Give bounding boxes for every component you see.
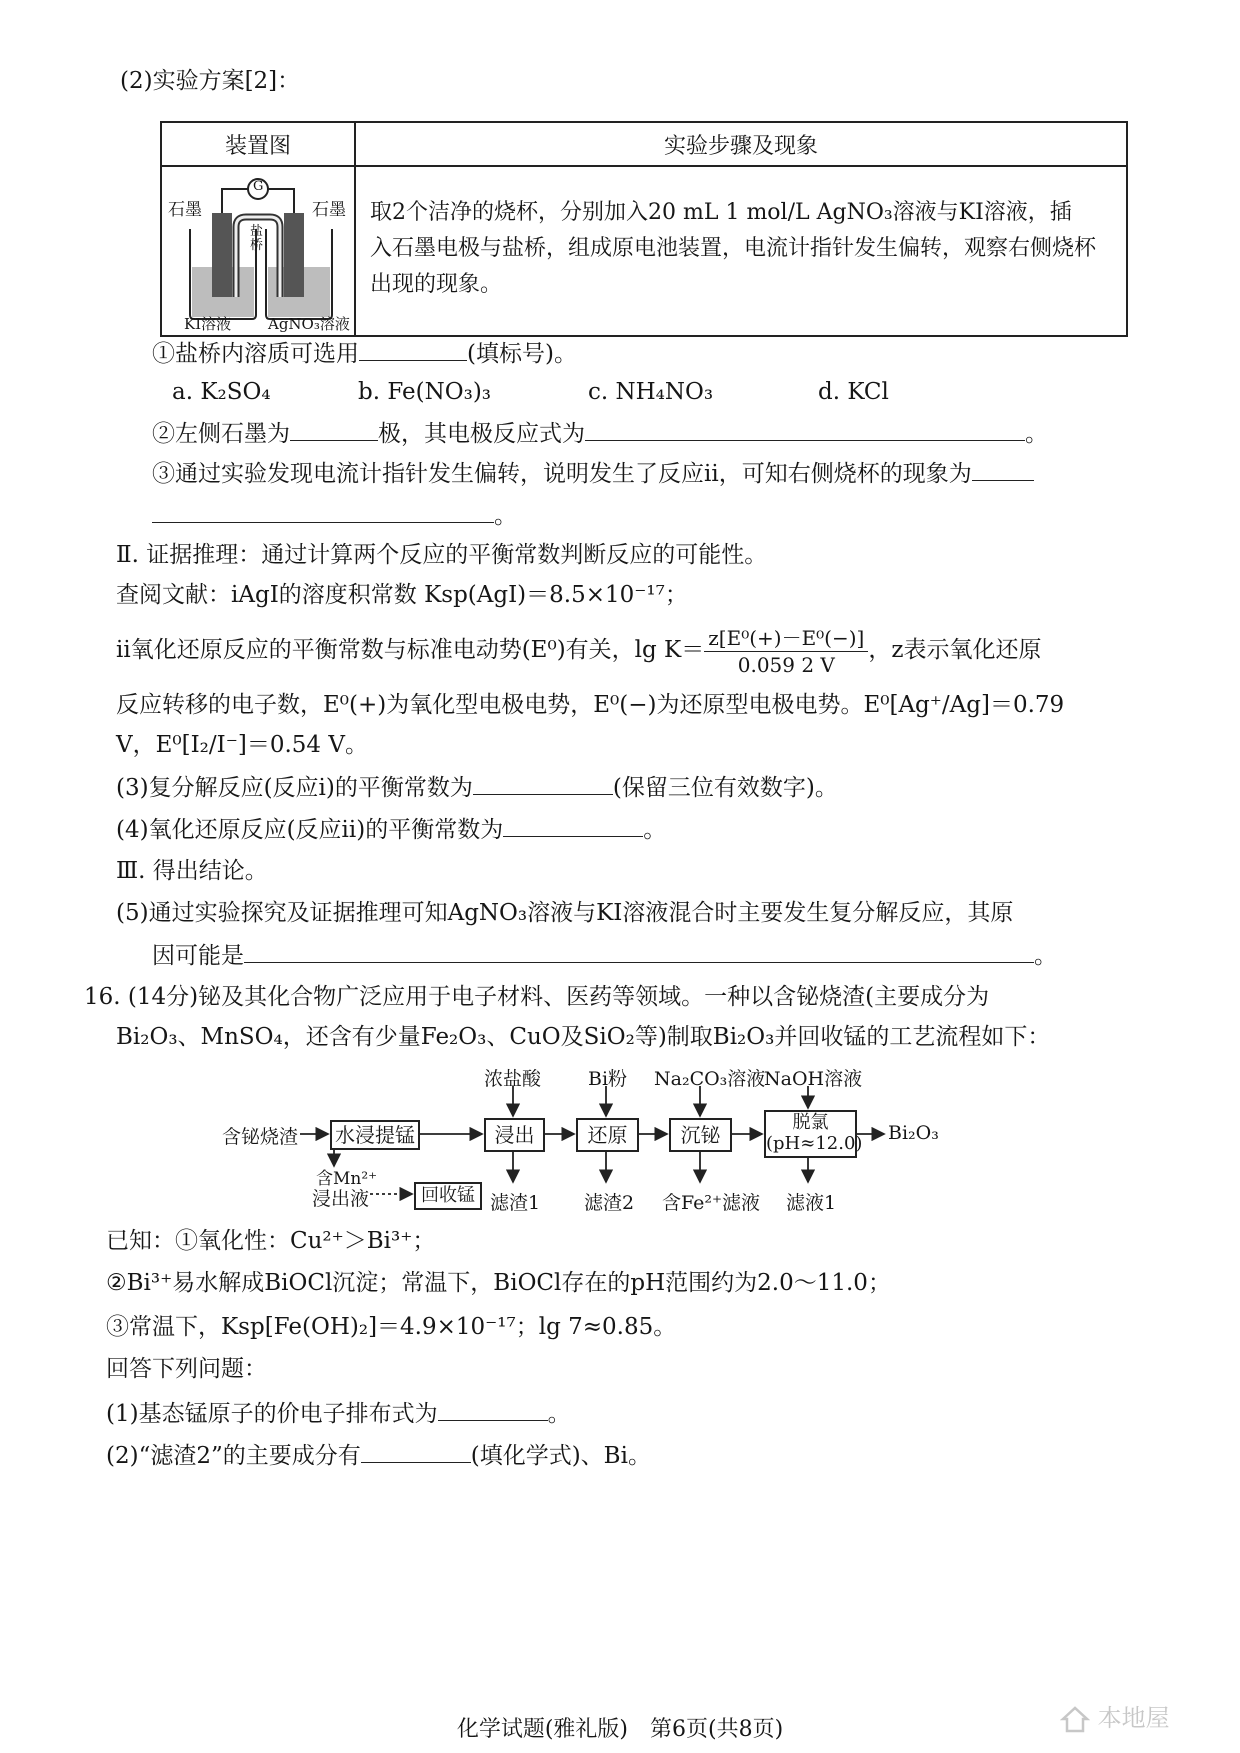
flow-output-filtrate1: 滤液1 (786, 1192, 837, 1214)
answer-blank[interactable] (972, 458, 1034, 481)
flow-mn-leachate: 浸出液 (312, 1188, 370, 1210)
flow-step-dechlorinate: 脱氯 (pH≈12.0) (764, 1110, 857, 1158)
flow-step-water-leach: 水浸提锰 (330, 1120, 420, 1150)
experiment-table (160, 121, 1128, 337)
question-5-cont: 因可能是 。 (152, 940, 1057, 971)
option-d: d. KCl (818, 379, 889, 405)
known-2: ②Bi³⁺易水解成BiOCl沉淀；常温下，BiOCl存在的pH范围约为2.0～11.0； (106, 1270, 891, 1296)
question-5: (5)通过实验探究及证据推理可知AgNO₃溶液与KI溶液混合时主要发生复分解反应，其原 (116, 900, 1014, 926)
flow-output-residue2: 滤渣2 (584, 1192, 635, 1214)
reference-3: 反应转移的电子数，E⁰(+)为氧化型电极电势，E⁰(−)为还原型电极电势。E⁰[Ag⁺/Ag]＝0.79 (116, 692, 1065, 718)
option-a: a. K₂SO₄ (172, 379, 271, 405)
step-line: 出现的现象。 (370, 272, 503, 297)
galvanometer-label: G (253, 179, 264, 194)
known-1: 已知：①氧化性：Cu²⁺＞Bi³⁺； (106, 1228, 436, 1254)
house-icon (1060, 1704, 1090, 1734)
nernst-fraction: $\frac{\text{z[E⁰(+)－E⁰(−)]}}{0.059 2 V}$ (704, 625, 868, 678)
step-line: 取2个洁净的烧杯，分别加入20 mL 1 mol/L AgNO₃溶液与KI溶液，插 (370, 200, 1072, 225)
option-b: b. Fe(NO₃)₃ (358, 379, 492, 405)
answer-blank[interactable] (438, 1398, 548, 1421)
answer-blank[interactable] (290, 418, 378, 441)
salt-bridge-label: 盐桥 (250, 224, 264, 253)
watermark: 本地屋 (1060, 1698, 1210, 1742)
section-title: (2)实验方案[2]： (120, 68, 301, 94)
flow-output-fe-filtrate: 含Fe²⁺滤液 (662, 1192, 761, 1214)
subquestion-3-cont: 。 (152, 500, 517, 531)
q16-part-1: (1)基态锰原子的价电子排布式为 。 (106, 1398, 571, 1429)
answer-blank[interactable] (503, 814, 643, 837)
answer-blank[interactable] (473, 772, 613, 795)
subquestion-1: ①盐桥内溶质可选用 (填标号)。 (152, 338, 577, 369)
answer-blank[interactable] (244, 940, 1034, 963)
flow-input-hcl: 浓盐酸 (484, 1068, 542, 1090)
table-header-apparatus: 装置图 (161, 122, 355, 166)
flow-step-reduce: 还原 (576, 1118, 639, 1152)
flow-product: Bi₂O₃ (888, 1122, 939, 1144)
graphite-right-label: 石墨 (312, 200, 346, 220)
flow-input-naoh: NaOH溶液 (764, 1068, 863, 1090)
flow-input-na2co3: Na₂CO₃溶液 (654, 1068, 766, 1090)
answer-blank[interactable] (361, 1440, 471, 1463)
flow-step-leach: 浸出 (484, 1118, 545, 1152)
flow-mn-label: 含Mn²⁺ (316, 1169, 378, 1189)
q16-intro-line2: Bi₂O₃、MnSO₄，还含有少量Fe₂O₃、CuO及SiO₂等)制取Bi₂O₃并回收锰的工艺流程如下： (116, 1024, 1051, 1050)
section-II-title: Ⅱ. 证据推理：通过计算两个反应的平衡常数判断反应的可能性。 (116, 542, 768, 568)
flow-recover-mn: 回收锰 (414, 1182, 482, 1210)
agno3-solution-label: AgNO₃溶液 (268, 315, 350, 333)
flow-start: 含铋烧渣 (222, 1126, 299, 1148)
steps-cell (355, 166, 1127, 336)
flow-output-residue1: 滤渣1 (490, 1192, 541, 1214)
answer-prompt: 回答下列问题： (106, 1356, 267, 1382)
flow-step-precipitate: 沉铋 (669, 1118, 732, 1152)
known-3: ③常温下，Ksp[Fe(OH)₂]＝4.9×10⁻¹⁷；lg 7≈0.85。 (106, 1314, 677, 1340)
q16-intro-line1: 16. (14分)铋及其化合物广泛应用于电子材料、医药等领域。一种以含铋烧渣(主要成分为 (84, 984, 990, 1010)
subquestion-3: ③通过实验发现电流计指针发生偏转，说明发生了反应ⅱ，可知右侧烧杯的现象为 (152, 458, 1034, 489)
reference-2: ⅱ氧化还原反应的平衡常数与标准电动势(E⁰)有关，lg K＝ $\frac{\text{z[E⁰(+)－E⁰(−)]}}{0.059 2 V}$ ，z表示氧化还原 (116, 625, 1042, 677)
answer-blank[interactable] (152, 500, 494, 523)
step-line: 入石墨电极与盐桥，组成原电池装置，电流计指针发生偏转，观察右侧烧杯 (370, 236, 1097, 261)
answer-blank[interactable] (359, 338, 467, 361)
flow-input-bi: Bi粉 (588, 1068, 628, 1090)
question-3: (3)复分解反应(反应ⅰ)的平衡常数为 (保留三位有效数字)。 (116, 772, 838, 803)
section-III-title: Ⅲ. 得出结论。 (116, 858, 268, 884)
page-footer: 化学试题(雅礼版) 第6页(共8页) (456, 1717, 784, 1742)
answer-blank[interactable] (585, 418, 1025, 441)
reference-4: V，E⁰[I₂/I⁻]＝0.54 V。 (116, 732, 368, 758)
subquestion-2: ②左侧石墨为 极，其电极反应式为 。 (152, 418, 1048, 449)
ki-solution-label: KI溶液 (184, 315, 232, 333)
option-c: c. NH₄NO₃ (588, 379, 714, 405)
q16-part-2: (2)“滤渣2”的主要成分有 (填化学式)、Bi。 (106, 1440, 651, 1471)
apparatus-cell (161, 166, 355, 336)
question-4: (4)氧化还原反应(反应ⅱ)的平衡常数为 。 (116, 814, 666, 845)
reference-1: 查阅文献：ⅰAgI的溶度积常数 Ksp(AgI)＝8.5×10⁻¹⁷； (116, 582, 688, 608)
table-header-steps: 实验步骤及现象 (355, 122, 1127, 166)
graphite-left-label: 石墨 (168, 200, 202, 220)
